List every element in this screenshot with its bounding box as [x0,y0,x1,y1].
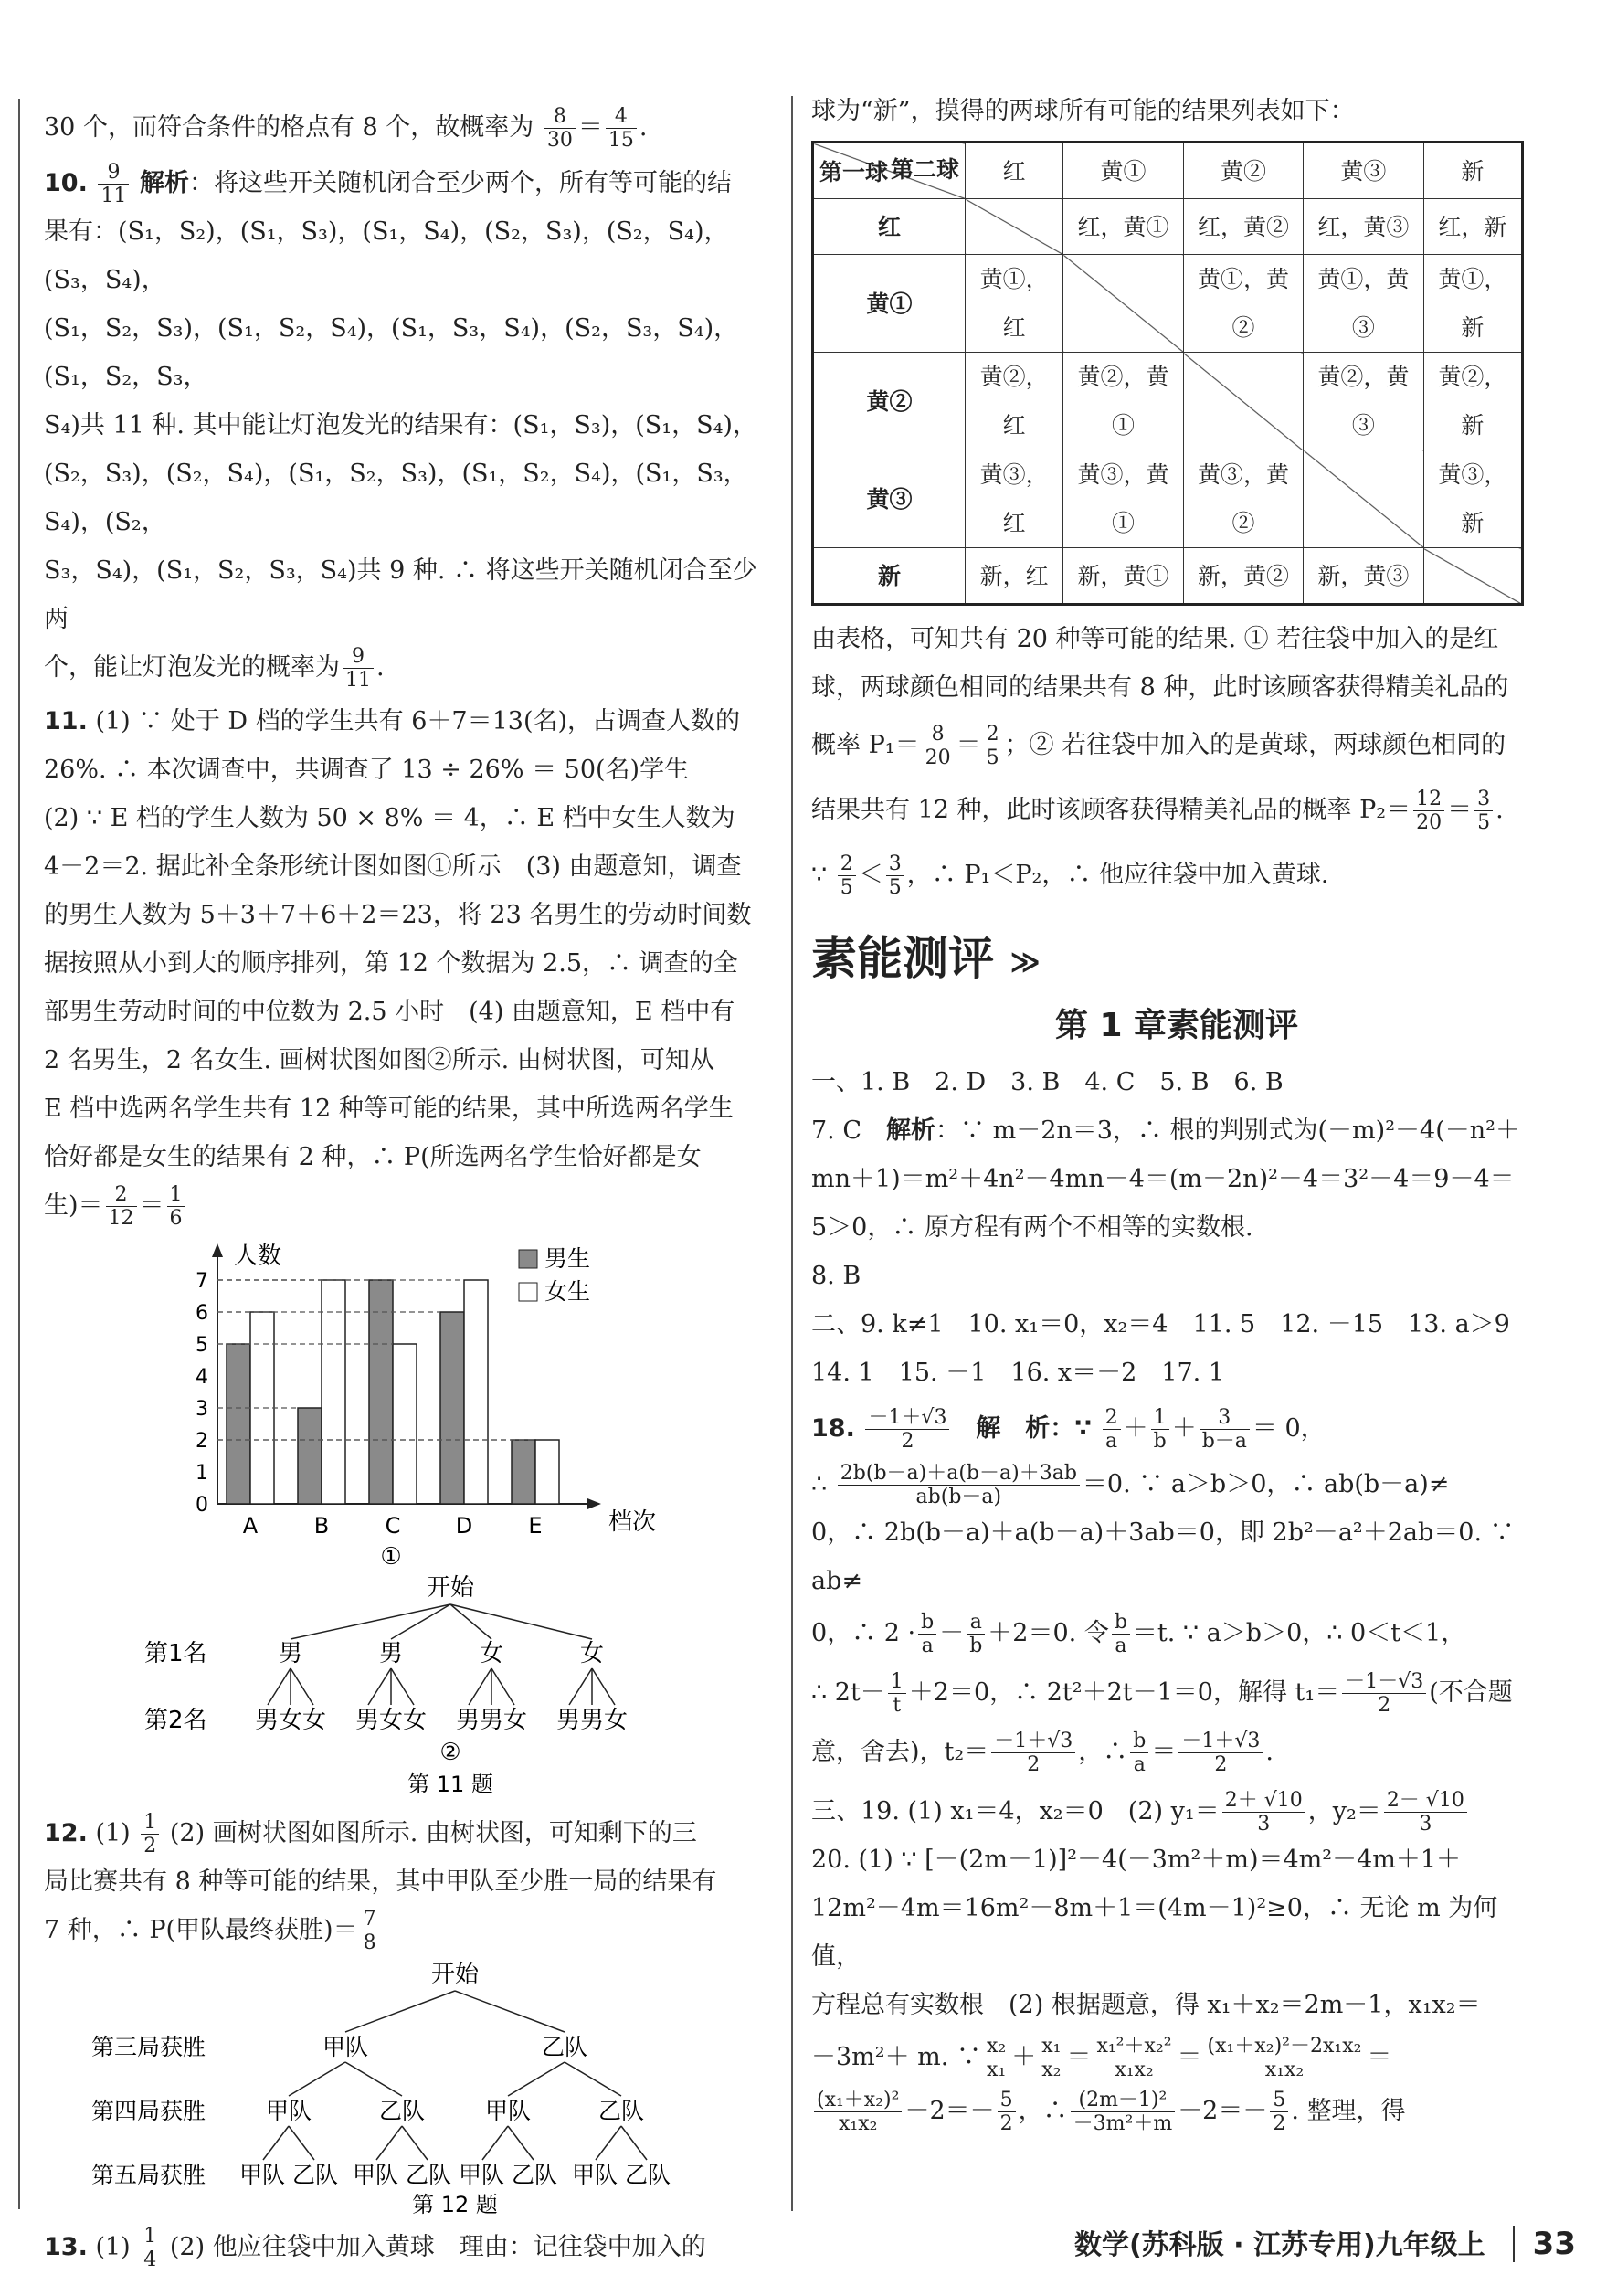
result-table [811,141,1524,606]
tree-branch [289,2126,314,2160]
line: 20. (1) ∵ [－(2m－1)]²－4(－3m²＋m)＝4m²－4m＋1＋ [811,1845,1462,1874]
tree-diagram-11 [44,1568,766,1805]
col-header: 红 [966,143,1063,199]
tree-leaf: 甲队 乙队 [459,2162,557,2188]
section-title: 素能测评 ≫ [811,932,1041,985]
legend-label-male: 男生 [544,1245,591,1272]
fraction: $\frac{-1+√3}{2}$ [865,1406,949,1453]
cell [1304,450,1423,548]
tree-branch [291,1668,313,1705]
fraction: $\frac{2- √10}{3}$ [1384,1789,1467,1836]
legend-swatch-male [519,1250,537,1268]
bar-female [322,1280,345,1504]
cell [1423,548,1522,605]
line: 12m²－4m＝16m²－8m＋1＝(4m－1)²≥0，∴ 无论 m 为何值， [811,1893,1498,1971]
fraction: $\frac{-1+√3}{2}$ [1178,1730,1263,1776]
line: 的男生人数为 5＋3＋7＋6＋2＝23，将 23 名男生的劳动时间数 [44,901,752,929]
tree-branch [289,2062,345,2096]
x-axis-arrow [587,1498,601,1509]
tree-level-label: 第五局获胜 [91,2162,206,2188]
line: $\frac{\text{(x₁＋x₂)²}}{\text{x₁x₂}}$ －2＝－ $\frac{5}{2}$ ，∴ $\frac{\text{(2m－1)²}}{\text{－3m²＋m}}$ －2＝－ $\frac{5}{2}$ . 整理，得 [811,2087,1542,2135]
col-header: 黄① [1063,143,1183,199]
cell: 新，红 [966,548,1063,605]
double-chevron-icon: ≫ [1009,944,1041,979]
left-column [44,87,766,2271]
bar-male [227,1344,250,1504]
line: 三、19. (1) x₁＝4，x₂＝0 (2) y₁＝ $\frac{2+ √10}{3}$ ，y₂＝ $\frac{2- √10}{3}$ [811,1787,1542,1836]
cell [966,199,1063,255]
tree-branch [621,2126,647,2160]
cell: 红，黄① [1063,199,1183,255]
line: 意，舍去)，t₂＝ $\frac{-1+√3}{2}$ ，∴ $\frac{b}{a}$ ＝ $\frac{-1+√3}{2}$ . [811,1729,1274,1776]
tree-level-label: 第1名 [144,1640,207,1667]
figure-title: 第 11 题 [407,1772,493,1797]
tree-branch [391,1668,414,1705]
y-tick-label: 7 [196,1270,208,1293]
fraction: $\frac{8}{30}$ [544,105,576,152]
fraction: $\frac{2b(b-a)+a(b-a)+3ab}{ab(b-a)}$ [838,1462,1080,1508]
cell: 红，新 [1423,199,1522,255]
tree-leaf: 男女女 [354,1707,428,1734]
tree-node: 乙队 [597,2098,645,2124]
line: 结果共有 12 种，此时该顾客获得精美礼品的概率 P₂＝ $\frac{12}{20}$ ＝ $\frac{3}{5}$ . [811,788,1504,834]
col-header: 黄③ [1304,143,1423,199]
figure-title: 第 12 题 [412,2192,498,2217]
line: ∴ $\frac{2b(b-a)+a(b-a)+3ab}{ab(b-a)}$ ＝0. ∵ a＞b＞0，∴ ab(b－a)≠ [811,1461,1450,1508]
cell [1183,353,1303,450]
line: 局比赛共有 8 种等可能的结果，其中甲队至少胜一局的结果有 [44,1867,717,1896]
line: mn＋1)＝m²＋4n²－4mn－4＝(m－2n)²－4＝3²－4＝9－4＝ [811,1164,1515,1193]
tree-branch [402,2126,428,2160]
line: 2 名男生，2 名女生. 画树状图如图②所示. 由树状图，可知从 [44,1046,714,1074]
row-header: 红 [813,199,966,255]
line: 个，能让灯泡发光的概率为 $\frac{9}{11}$ . [44,645,385,692]
tree-branch [592,1668,615,1705]
bar-female [393,1344,417,1504]
line: 26%. ∴ 本次调查中，共调查了 13 ÷ 26% ＝ 50(名)学生 [44,756,690,784]
fraction: $\frac{\text{(x₁＋x₂)²－2x₁x₂}}{\text{x₁x₂}}$ [1205,2035,1365,2081]
tree-node: 女 [479,1640,504,1667]
fraction: $\frac{3}{b-a}$ [1200,1406,1250,1453]
fraction: $\frac{2}{a}$ [1103,1406,1121,1453]
tree-node: 甲队 [484,2098,532,2124]
y-tick-label: 5 [196,1334,208,1357]
line: －3m²＋ m. ∵ $\frac{\text{x₂}}{\text{x₁}}$ ＋ $\frac{\text{x₁}}{\text{x₂}}$ ＝ $\frac{\text{x₁²＋x₂²}}{\text{x₁x₂}}$ ＝ $\frac{\text{(x₁＋x₂)²－2x₁x₂}}{\text{x₁x₂}}$ ＝ [811,2034,1392,2081]
cell: 黄②，红 [966,353,1063,450]
y-tick-label: 1 [196,1462,208,1485]
column-divider [791,96,793,2211]
x-tick-label: D [455,1513,473,1539]
left-margin-rule [18,99,20,2209]
line: 一、1. B 2. D 3. B 4. C 5. B 6. B [811,1067,1284,1096]
table-row [813,548,1523,605]
cell: 黄③，黄① [1063,450,1183,548]
line: S₃，S₄)，(S₁，S₂，S₃，S₄)共 9 种. ∴ 将这些开关随机闭合至少两 [44,556,757,633]
tree-node: 乙队 [378,2098,426,2124]
cell: 黄③，红 [966,450,1063,548]
tree-leaf: 男男女 [455,1707,528,1734]
fraction: $\frac{1}{t}$ [888,1670,906,1717]
tree-branch [391,1604,450,1639]
cell: 新，黄② [1183,548,1303,605]
table-row [813,353,1523,450]
y-tick-label: 0 [196,1494,208,1517]
tree-branch [345,1991,455,2032]
fraction: $\frac{9}{11}$ [98,161,129,207]
y-tick-label: 3 [196,1398,208,1421]
fraction: $\frac{1}{6}$ [167,1183,185,1230]
fraction: $\frac{8}{20}$ [923,723,954,769]
cell: 黄①，红 [966,255,1063,353]
line: 部男生劳动时间的中位数为 2.5 小时 (4) 由题意知，E 档中有 [44,998,735,1026]
legend-label-female: 女生 [544,1278,591,1305]
tree-node: 乙队 [541,2034,588,2060]
line: (S₁，S₂，S₃)，(S₁，S₂，S₄)，(S₁，S₃，S₄)，(S₂，S₃，S₄)，(S₁，S₂，S₃， [44,314,739,391]
col-header: 新 [1423,143,1522,199]
tree-branch [482,2126,508,2160]
cell: 黄①，黄② [1183,255,1303,353]
tree-branch [455,1991,565,2032]
tree-branch [368,1668,391,1705]
tree-node: 男 [378,1640,404,1667]
tree-branch [596,2126,621,2160]
x-tick-label: C [385,1513,401,1539]
tree-branch [268,1668,291,1705]
tree-leaf: 男男女 [555,1707,629,1734]
tree-node: 甲队 [322,2034,369,2060]
fraction: $\frac{7}{8}$ [361,1908,379,1954]
x-tick-label: A [242,1513,259,1539]
right-column [811,87,1542,2135]
line: 恰好都是女生的结果有 2 种，∴ P(所选两名学生恰好都是女 [44,1143,702,1171]
line: 果有：(S₁，S₂)，(S₁，S₃)，(S₁，S₄)，(S₂，S₃)，(S₂，S₄)，(S₃，S₄)， [44,217,729,294]
cell: 红，黄② [1183,199,1303,255]
y-axis-label: 人数 [234,1243,282,1270]
x-tick-label: E [528,1513,543,1539]
row-header: 黄① [813,255,966,353]
fraction: $\frac{\text{x₂}}{\text{x₁}}$ [984,2035,1009,2081]
cell [1063,255,1183,353]
tree-diagram-12 [44,1954,766,2219]
cell: 新，黄① [1063,548,1183,605]
tree-leaf: 甲队 乙队 [353,2162,451,2188]
fraction: $\frac{2}{12}$ [106,1183,137,1230]
bar-female [535,1440,559,1504]
fraction: $\frac{4}{15}$ [606,105,637,152]
line: 生)＝ $\frac{2}{12}$ ＝ $\frac{1}{6}$ [44,1181,766,1230]
table-row [813,199,1523,255]
cell: 红，黄③ [1304,199,1423,255]
line: 由表格，可知共有 20 种等可能的结果. ① 若往袋中加入的是红 [811,625,1499,653]
line: 球，两球颜色相同的结果共有 8 种，此时该顾客获得精美礼品的 [811,673,1509,702]
fraction: $\frac{3}{5}$ [1474,788,1493,834]
cell: 黄②，黄① [1063,353,1183,450]
fraction: $\frac{\text{x₁}}{\text{x₂}}$ [1039,2035,1063,2081]
tree-branch [491,1668,514,1705]
col-header: 黄② [1183,143,1303,199]
tree-node: 男 [278,1640,303,1667]
tree-branch [569,1668,592,1705]
y-axis-arrow [212,1243,223,1257]
tree-branch [508,2126,534,2160]
chapter-title: 第 1 章素能测评 [1054,1006,1299,1044]
line: 0，∴ 2b(b－a)＋a(b－a)＋3ab＝0，即 2b²－a²＋2ab＝0. ∵ ab≠ [811,1518,1515,1595]
fraction: $\frac{2}{5}$ [984,723,1002,769]
fraction: $\frac{\text{(2m－1)²}}{\text{－3m²＋m}}$ [1071,2089,1176,2135]
tree-root: 开始 [426,1574,475,1602]
fraction: $\frac{2}{5}$ [838,852,856,899]
cell: 黄③，新 [1423,450,1522,548]
fraction: $\frac{b}{a}$ [1130,1730,1148,1776]
question-12: 12. (1) $\frac{1}{2}$ (2) 画树状图如图所示. 由树状图，可知剩下的三 [44,1811,697,1857]
bar-male [440,1312,464,1504]
row-header: 黄② [813,353,966,450]
line: 二、9. k≠1 10. x₁＝0，x₂＝4 11. 5 12. －15 13. a＞9 [811,1309,1510,1338]
question-10: 10. $\frac{9}{11}$ 解析：将这些开关随机闭合至少两个，所有等可能的结 [44,161,733,207]
fraction: $\frac{b}{a}$ [918,1611,936,1657]
line: 5＞0，∴ 原方程有两个不相等的实数根. [811,1212,1253,1242]
fraction: $\frac{5}{2}$ [998,2089,1016,2135]
row-header: 黄③ [813,450,966,548]
line: 据按照从小到大的顺序排列，第 12 个数据为 2.5，∴ 调查的全 [44,949,738,978]
line: 球为“新”，摸得的两球所有可能的结果列表如下： [811,97,1355,125]
fraction: $\frac{1}{b}$ [1151,1406,1169,1453]
tree-leaf: 男女女 [254,1707,327,1734]
tree-branch [263,2126,289,2160]
line: 18. $\frac{-1+√3}{2}$ 解 析：∵ $\frac{2}{a}$ ＋ $\frac{1}{b}$ ＋ $\frac{3}{b-a}$ ＝ 0， [811,1405,1326,1453]
line: 4－2＝2. 据此补全条形统计图如图①所示 (3) 由题意知，调查 [44,852,742,881]
fraction: $\frac{5}{2}$ [1270,2089,1288,2135]
tree-node: 女 [579,1640,605,1667]
line: 30 个，而符合条件的格点有 8 个，故概率为 $\frac{8}{30}$ ＝ $\frac{4}{15}$ . [44,105,648,152]
question-11: 11. (1) ∵ 处于 D 档的学生共有 6＋7＝13(名)，占调查人数的 [44,707,741,735]
fraction: $\frac{-1-√3}{2}$ [1342,1670,1426,1717]
question-13: 13. (1) $\frac{1}{4}$ (2) 他应往袋中加入黄球 理由：记往袋中加入的 [44,2225,706,2271]
line: 8. B [811,1261,861,1290]
fraction: $\frac{12}{20}$ [1413,788,1444,834]
y-tick-label: 2 [196,1430,208,1453]
line: (2) ∵ E 档的学生人数为 50 × 8% ＝ 4，∴ E 档中女生人数为 [44,804,735,832]
fraction: $\frac{9}{11}$ [343,645,374,692]
table-corner: 第二球 第一球 [813,143,966,199]
page-footer [1074,2222,1576,2262]
table-row [813,255,1523,353]
table-row [813,450,1523,548]
tree-node: 甲队 [265,2098,312,2124]
figure-caption: ② [439,1739,461,1766]
line: (S₂，S₃)，(S₂，S₄)，(S₁，S₂，S₃)，(S₁，S₂，S₄)，(S₁，S₃，S₄)，(S₂， [44,460,748,536]
line: 方程总有实数根 (2) 根据题意，得 x₁＋x₂＝2m－1，x₁x₂＝ [811,1990,1481,2019]
tree-branch [376,2126,402,2160]
tree-root: 开始 [430,1961,480,1988]
bar-female [464,1280,488,1504]
tree-branch [291,1604,450,1639]
bar-chart [44,1230,766,1568]
tree-branch [345,2062,402,2096]
line: 7 种，∴ P(甲队最终获胜)＝ $\frac{7}{8}$ [44,1906,766,1954]
line: 0，∴ 2 · $\frac{b}{a}$ － $\frac{a}{b}$ ＋2＝0. 令 $\frac{b}{a}$ ＝t. ∵ a＞b＞0，∴ 0＜t＜1， [811,1610,1466,1657]
fraction: $\frac{1}{4}$ [141,2225,159,2271]
fraction: $\frac{\text{(x₁＋x₂)²}}{\text{x₁x₂}}$ [814,2089,902,2135]
y-tick-label: 6 [196,1302,208,1325]
line: ∴ 2t－ $\frac{1}{t}$ ＋2＝0，∴ 2t²＋2t－1＝0，解得 t₁＝ $\frac{-1-√3}{2}$ (不合题 [811,1669,1513,1717]
cell: 黄②，新 [1423,353,1522,450]
y-tick-label: 4 [196,1366,208,1389]
fraction: $\frac{1}{2}$ [141,1811,159,1857]
fraction: $\frac{a}{b}$ [967,1611,985,1657]
tree-branch [565,2062,621,2096]
cell: 黄②，黄③ [1304,353,1423,450]
line: 7. C 解析：∵ m－2n＝3，∴ 根的判别式为(－m)²－4(－n²＋ [811,1116,1520,1145]
book-title: 数学(苏科版 · 江苏专用)九年级上 [1073,2229,1485,2261]
fraction: $\frac{b}{a}$ [1112,1611,1130,1657]
bar-male [369,1280,393,1504]
tree-level-label: 第三局获胜 [91,2034,206,2060]
row-header: 新 [813,548,966,605]
page-number: 33 [1513,2226,1576,2262]
line: ∵ $\frac{2}{5}$ ＜ $\frac{3}{5}$ ，∴ P₁＜P₂，∴ 他应往袋中加入黄球. [811,852,1329,899]
tree-leaf: 甲队 乙队 [572,2162,671,2188]
tree-branch [508,2062,565,2096]
cell: 黄①，黄③ [1304,255,1423,353]
figure-caption: ① [380,1543,402,1568]
tree-leaf: 甲队 乙队 [239,2162,338,2188]
fraction: $\frac{-1+√3}{2}$ [991,1730,1075,1776]
x-axis-label: 档次 [608,1508,657,1536]
bar-male [298,1408,322,1504]
cell: 黄①，新 [1423,255,1522,353]
line: S₄)共 11 种. 其中能让灯泡发光的结果有：(S₁，S₃)，(S₁，S₄)， [44,411,757,439]
fraction: $\frac{\text{x₁²＋x₂²}}{\text{x₁x₂}}$ [1094,2035,1174,2081]
line: E 档中选两名学生共有 12 种等可能的结果，其中所选两名学生 [44,1095,734,1123]
fraction: $\frac{3}{5}$ [886,852,904,899]
x-tick-label: B [313,1513,330,1539]
fraction: $\frac{2+ √10}{3}$ [1222,1789,1305,1836]
cell: 黄③，黄② [1183,450,1303,548]
bar-female [250,1312,274,1504]
bar-male [512,1440,535,1504]
tree-level-label: 第四局获胜 [91,2098,206,2124]
legend-swatch-female [519,1283,537,1301]
tree-branch [469,1668,491,1705]
tree-level-label: 第2名 [144,1707,207,1734]
line: 概率 P₁＝ $\frac{8}{20}$ ＝ $\frac{2}{5}$ ；② 若往袋中加入的是黄球，两球颜色相同的 [811,723,1506,769]
cell: 新，黄③ [1304,548,1423,605]
line: 14. 1 15. －1 16. x＝－2 17. 1 [811,1358,1225,1387]
